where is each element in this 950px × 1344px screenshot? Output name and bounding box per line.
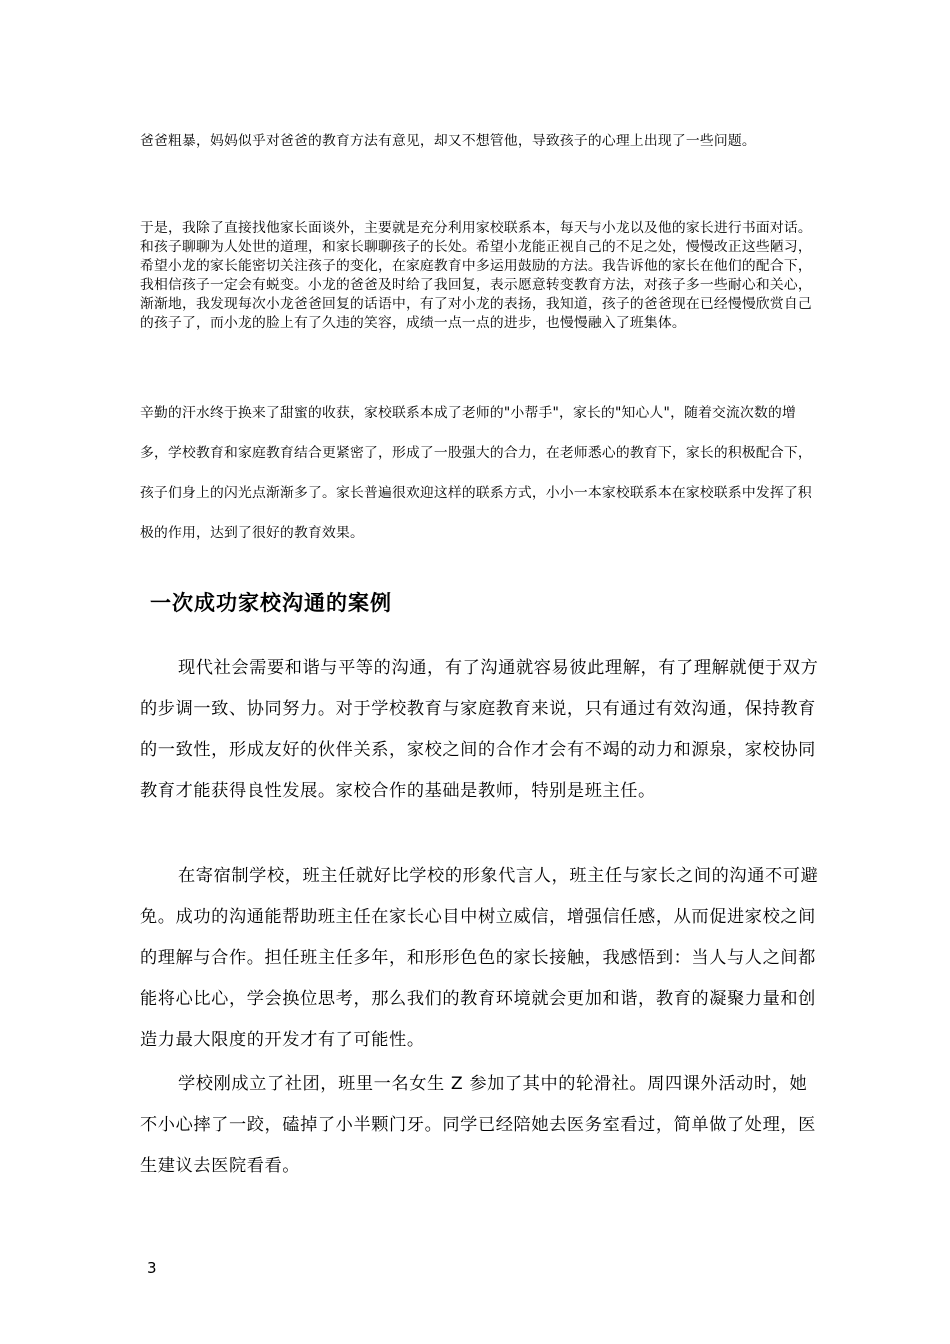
page-number: 3 [147, 1259, 157, 1277]
paragraph-head-teacher-role: 在寄宿制学校，班主任就好比学校的形象代言人，班主任与家长之间的沟通不可避免。成功的沟通能帮助班主任在家长心目中树立威信，增强信任感，从而促进家校之间的理解与合作。担任班主任多年，和形形色色的家长接触，我感悟到：当人与人之间都能将心比心，学会换位思考，那么我们的教育环境就会更加和谐，教育的凝聚力量和创造力最大限度的开发才有了可能性。 [140, 866, 819, 1050]
paragraph-contact-book-dialogue: 于是，我除了直接找他家长面谈外，主要就是充分利用家校联系本，每天与小龙以及他的家长进行书面对话。和孩子聊聊为人处世的道理，和家长聊聊孩子的长处。希望小龙能正视自己的不足之处，慢慢改正这些陋习，希望小龙的家长能密切关注孩子的变化，在家庭教育中多运用鼓励的方法。我告诉他的家长在他们的配合下，我相信孩子一定会有蜕变。小龙的爸爸及时给了我回复，表示愿意转变教育方法，对孩子多一些耐心和关心，渐渐地，我发现每次小龙爸爸回复的话语中，有了对小龙的表扬，我知道，孩子的爸爸现在已经慢慢欣赏自己的孩子了，而小龙的脸上有了久违的笑容，成绩一点一点的进步，也慢慢融入了班集体。 [140, 220, 812, 331]
paragraph-family-issue: 爸爸粗暴，妈妈似乎对爸爸的教育方法有意见，却又不想管他，导致孩子的心理上出现了一些问题。 [140, 133, 756, 149]
section-heading: 一次成功家校沟通的案例 [150, 591, 392, 615]
paragraph-student-accident: 学校刚成立了社团，班里一名女生 Z 参加了其中的轮滑社。周四课外活动时，她不小心摔了一跤，磕掉了小半颗门牙。同学已经陪她去医务室看过，简单做了处理，医生建议去医院看看。 [140, 1074, 816, 1176]
paragraph-contact-book-results: 辛勤的汗水终于换来了甜蜜的收获，家校联系本成了老师的"小帮手"，家长的"知心人"，随着交流次数的增多，学校教育和家庭教育结合更紧密了，形成了一股强大的合力，在老师悉心的教育下，家长的积极配合下，孩子们身上的闪光点渐渐多了。家长普遍很欢迎这样的联系方式，小小一本家校联系本在家校联系中发挥了积极的作用，达到了很好的教育效果。 [140, 405, 812, 541]
paragraph-communication-importance: 现代社会需要和谐与平等的沟通，有了沟通就容易彼此理解，有了理解就便于双方的步调一致、协同努力。对于学校教育与家庭教育来说，只有通过有效沟通，保持教育的一致性，形成友好的伙伴关系，家校之间的合作才会有不竭的动力和源泉，家校协同教育才能获得良性发展。家校合作的基础是教师，特别是班主任。 [140, 658, 819, 801]
